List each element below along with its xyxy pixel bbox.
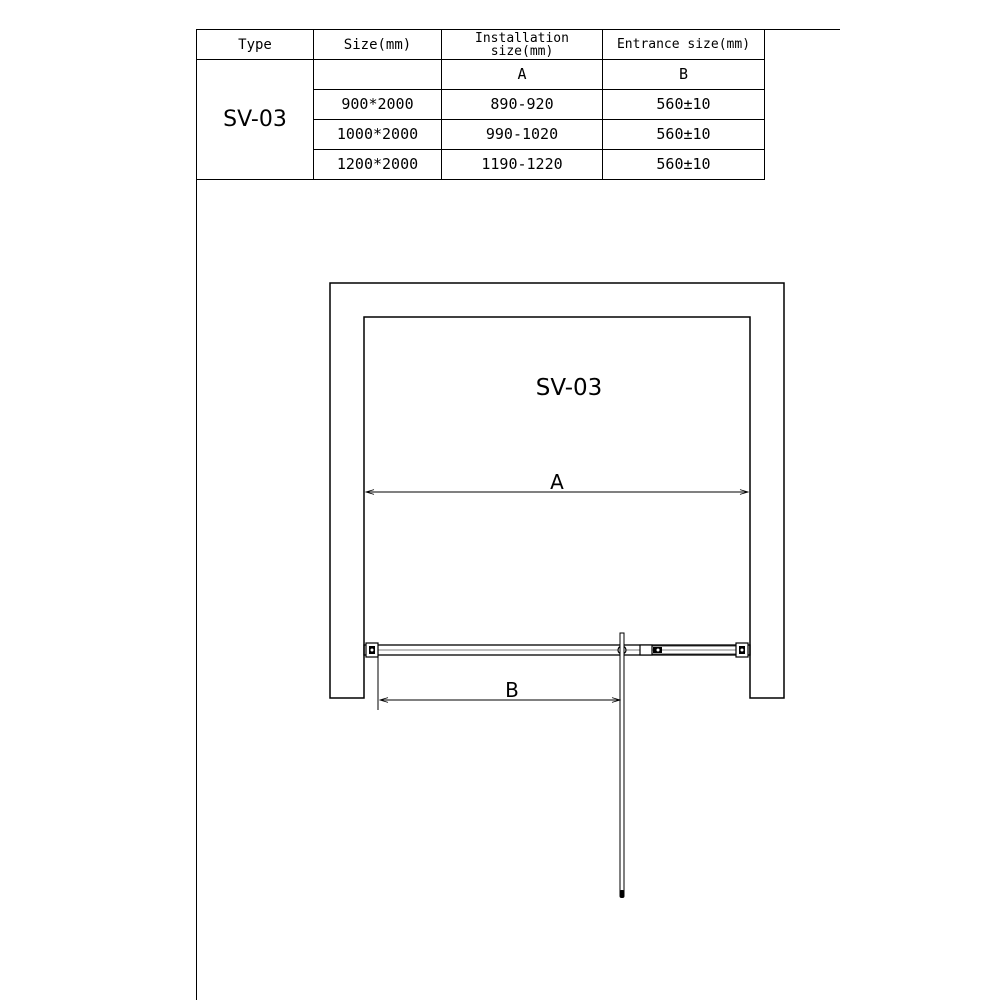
model-cell: SV-03 (197, 60, 314, 180)
header-type: Type (197, 30, 314, 60)
entrance-cell: 560±10 (603, 90, 765, 120)
door-handle-end (620, 890, 625, 898)
installation-cell: 990-1020 (442, 120, 603, 150)
size-cell: 1000*2000 (314, 120, 442, 150)
entrance-cell: 560±10 (603, 150, 765, 180)
header-size: Size(mm) (314, 30, 442, 60)
dimension-b-label: B (505, 678, 519, 702)
entrance-cell: 560±10 (603, 120, 765, 150)
drawing-model-label: SV-03 (535, 375, 603, 401)
subheader-b: B (603, 60, 765, 90)
size-cell: 900*2000 (314, 90, 442, 120)
dimension-a-label: A (550, 470, 564, 494)
installation-cell: 1190-1220 (442, 150, 603, 180)
installation-cell: 890-920 (442, 90, 603, 120)
header-installation-size: Installation size(mm) (442, 30, 603, 60)
right-wall-bracket (736, 643, 748, 657)
left-wall-bracket (366, 643, 378, 657)
subheader-a: A (442, 60, 603, 90)
swing-door-panel (620, 633, 624, 895)
size-cell: 1200*2000 (314, 150, 442, 180)
header-entrance-size: Entrance size(mm) (603, 30, 765, 60)
